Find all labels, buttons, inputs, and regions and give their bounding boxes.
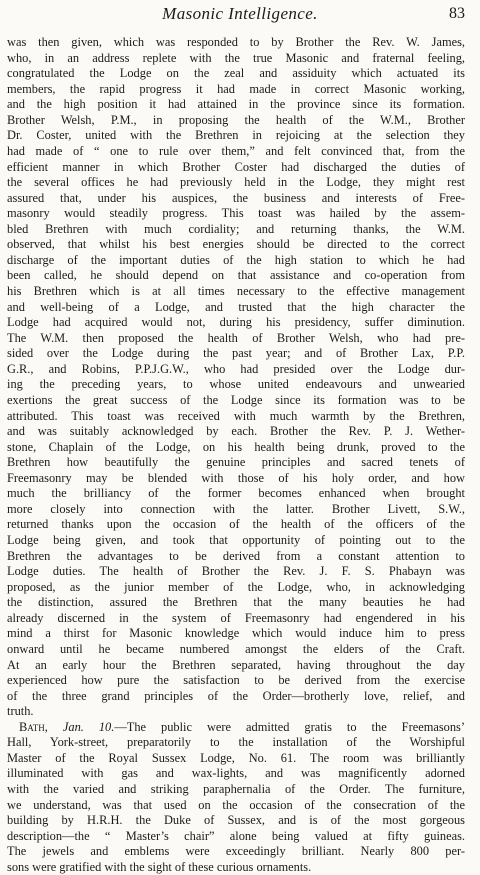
text-line: Freemasonry may be blended with those of his holy order, and how	[7, 470, 465, 485]
text-line: much the brilliancy of the former becomes enhanced when brought	[7, 486, 465, 501]
text-line: observed, that whilst his best energies should be directed to the correct	[7, 237, 465, 252]
text-line: sons were gratified with the sight of these curious ornaments.	[7, 859, 312, 874]
dateline-date: Jan. 10.	[62, 719, 115, 734]
text-line: Master of the Royal Sussex Lodge, No. 61. The room was brilliantly	[7, 750, 465, 765]
text-line: description—the “ Master’s chair” alone being valued at fifty guineas.	[7, 828, 465, 843]
dateline-place: Bath,	[19, 719, 48, 734]
text-line: experienced how pure the satisfaction to be derived from the exercise	[7, 673, 465, 688]
text-line: members, the rapid progress it had made in correct Masonic working,	[7, 81, 465, 96]
text-line: Brethren the advantages to be derived from a constant attention to	[7, 548, 465, 563]
text-line: onward until he became numbered amongst the elders of the Craft.	[7, 641, 465, 656]
text-line: and was suitably acknowledged by each. Brother the Rev. P. J. Wether-	[7, 424, 465, 439]
text-line: Brethren how beautifully the genuine principles and sacred tenets of	[7, 455, 465, 470]
text-line: attributed. This toast was received with much warmth by the Brethren,	[7, 408, 465, 423]
text-line: truth.	[7, 704, 34, 719]
text-line: efficient manner in which Brother Coster had discharged the duties of	[7, 159, 465, 174]
text-line: and the high position it had attained in the province since its formation.	[7, 97, 465, 112]
text-line: Brother Welsh, P.M., in proposing the health of the W.M., Brother	[7, 112, 465, 127]
text-line: sided over the Lodge during the past year; and of Brother Lax, P.P.	[7, 346, 465, 361]
text-line: Lodge being given, and took that opportunity of pointing out to the	[7, 533, 465, 547]
text-line: bled Brethren with much cordiality; and returning thanks, the W.M.	[7, 221, 465, 236]
text-line: his Brethren which is at all times necessary to the effective management	[7, 284, 465, 298]
text-line: discharge of the important duties of the high station to which he had	[7, 252, 465, 267]
paragraph-dinner-toasts	[7, 35, 465, 720]
body-text	[7, 35, 465, 875]
text-line: who, in an address replete with the true Masonic and fraternal feeling,	[7, 50, 465, 65]
text-line: mind a thirst for Masonic knowledge which would induce him to press	[7, 626, 465, 641]
text-line: the distinction, assured the Brethren that the many beauties he had	[7, 595, 465, 610]
text-line: Lodge had acquired would not, during his presidency, suffer diminution.	[7, 315, 465, 330]
text-line: had made of “ one to rule over them,” and felt convinced that, from the	[7, 143, 465, 158]
text-line: illuminated with gas and wax-lights, and was magnificently adorned	[7, 766, 465, 781]
text-line: ing the preceding years, to whose united endeavours and unwearied	[7, 377, 465, 392]
paragraph-bath-installation	[7, 720, 465, 875]
text-line: stone, Chaplain of the Lodge, on his health being drunk, proved to the	[7, 439, 465, 454]
text-line: already discerned in the system of Freemasonry had engendered in his	[7, 610, 465, 625]
text-fragment: —The public were admitted gratis to the Freemasons’	[114, 719, 465, 734]
text-line: G.R., and Robins, P.P.J.G.W., who had presided over the Lodge dur-	[7, 361, 465, 376]
text-line: was then given, which was responded to by Brother the Rev. W. James,	[7, 35, 465, 49]
text-line: been called, he should depend on that assistance and co-operation from	[7, 268, 465, 283]
text-line: more closely into connection with the latter. Brother Livett, S.W.,	[7, 501, 465, 516]
text-line: assured that, under his auspices, the business and interests of Free-	[7, 190, 465, 205]
text-line: congratulated the Lodge on the zeal and assiduity which actuated its	[7, 66, 465, 81]
text-line: masonry would steadily progress. This toast was hailed by the assem-	[7, 206, 465, 221]
text-line	[7, 720, 465, 736]
text-line: Dr. Coster, united with the Brethren in rejoicing at the selection they	[7, 128, 465, 143]
text-line: building by H.R.H. the Duke of Sussex, and is of the most gorgeous	[7, 813, 465, 828]
text-line: proposed, as the junior member of the Lodge, who, in acknowledging	[7, 579, 465, 594]
running-title: Masonic Intelligence.	[162, 4, 318, 23]
text-line: the several offices he had previously held in the Lodge, they might rest	[7, 175, 465, 190]
text-line: returned thanks upon the occasion of the health of the officers of the	[7, 517, 465, 532]
text-line: of the three grand principles of the Order—brotherly love, relief, and	[7, 688, 465, 703]
text-line: Lodge duties. The health of Brother the Rev. J. F. S. Phabayn was	[7, 564, 465, 579]
text-line: Hall, York-street, preparatorily to the installation of the Worshipful	[7, 735, 465, 750]
text-line: with the varied and striking paraphernalia of the Order. The furniture,	[7, 782, 465, 796]
text-line: The jewels and emblems were exceedingly brilliant. Nearly 800 per-	[7, 844, 465, 859]
page-number: 83	[449, 5, 465, 22]
text-line: we understand, was that used on the occasion of the consecration of the	[7, 797, 465, 812]
text-line: exertions the great success of the Lodge since its formation was to be	[7, 392, 465, 407]
text-line: and well-being of a Lodge, and trusted that the high character the	[7, 299, 465, 314]
running-head	[7, 3, 473, 25]
text-line: The W.M. then proposed the health of Brother Welsh, who had pre-	[7, 330, 465, 345]
text-line: At an early hour the Brethren separated, having throughout the day	[7, 657, 465, 672]
